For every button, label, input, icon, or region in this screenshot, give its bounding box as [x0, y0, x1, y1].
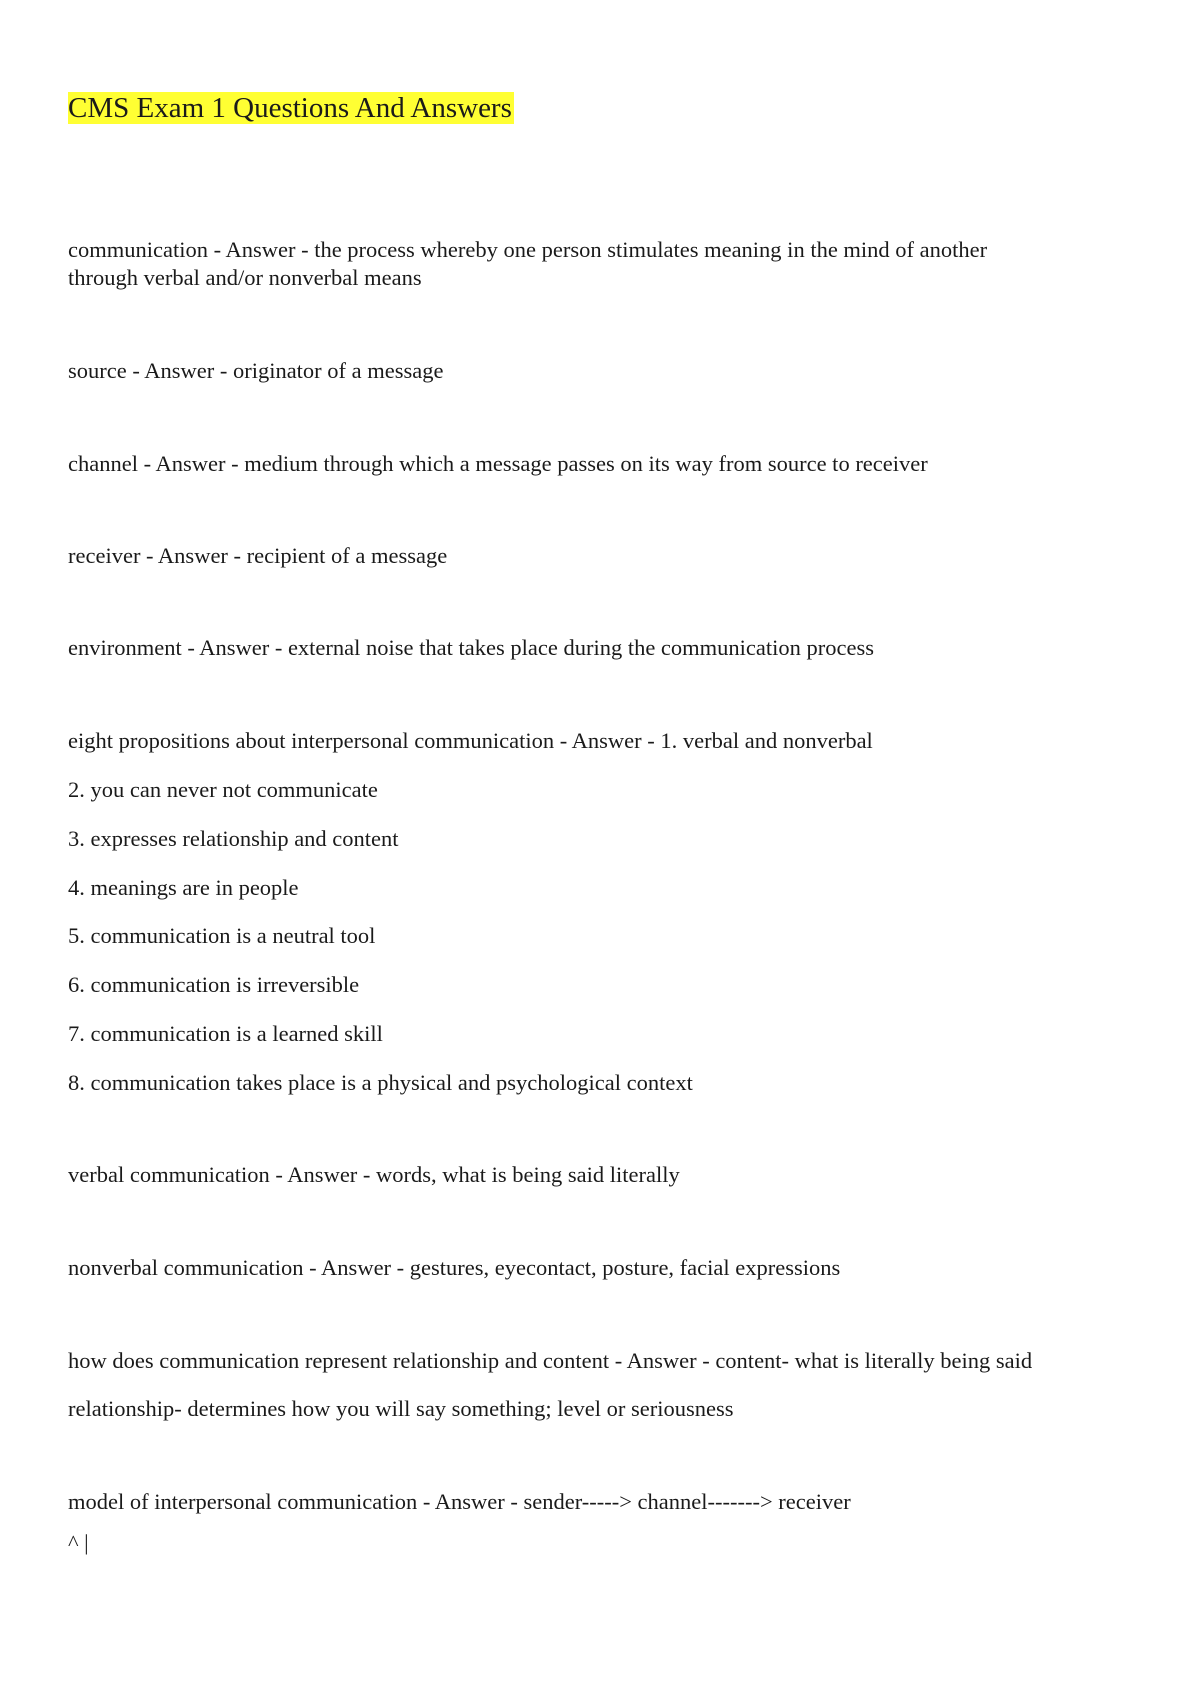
- answer-communication-line-2: through verbal and/or nonverbal means: [68, 265, 422, 290]
- proposition-6: 6. communication is irreversible: [68, 972, 360, 997]
- answer-communication-line-1: communication - Answer - the process whereby one person stimulates meaning in the mind of another: [68, 237, 988, 262]
- page-title: [68, 90, 514, 126]
- proposition-3: 3. expresses relationship and content: [68, 826, 399, 851]
- model-diagram-arrow: ^ |: [68, 1530, 89, 1555]
- answer-relationship-detail: relationship- determines how you will say something; level or seriousness: [68, 1396, 734, 1421]
- answer-model-interpersonal: model of interpersonal communication - Answer - sender-----> channel-------> receiver: [68, 1489, 851, 1514]
- answer-environment: environment - Answer - external noise that takes place during the communication process: [68, 635, 875, 660]
- answer-source: source - Answer - originator of a message: [68, 358, 444, 383]
- proposition-7: 7. communication is a learned skill: [68, 1021, 383, 1046]
- proposition-4: 4. meanings are in people: [68, 875, 299, 900]
- proposition-5: 5. communication is a neutral tool: [68, 923, 376, 948]
- answer-relationship-content: how does communication represent relationship and content - Answer - content- what is literally being said: [68, 1348, 1033, 1373]
- answer-nonverbal-communication: nonverbal communication - Answer - gestures, eyecontact, posture, facial expressions: [68, 1255, 841, 1280]
- answer-verbal-communication: verbal communication - Answer - words, what is being said literally: [68, 1162, 680, 1187]
- highlighted-title-text: CMS Exam 1 Questions And Answers: [68, 92, 512, 124]
- proposition-2: 2. you can never not communicate: [68, 777, 378, 802]
- answer-receiver: receiver - Answer - recipient of a message: [68, 543, 448, 568]
- answer-channel: channel - Answer - medium through which a message passes on its way from source to receiver: [68, 451, 928, 476]
- answer-eight-propositions: eight propositions about interpersonal communication - Answer - 1. verbal and nonverbal: [68, 728, 873, 753]
- proposition-8: 8. communication takes place is a physical and psychological context: [68, 1070, 693, 1095]
